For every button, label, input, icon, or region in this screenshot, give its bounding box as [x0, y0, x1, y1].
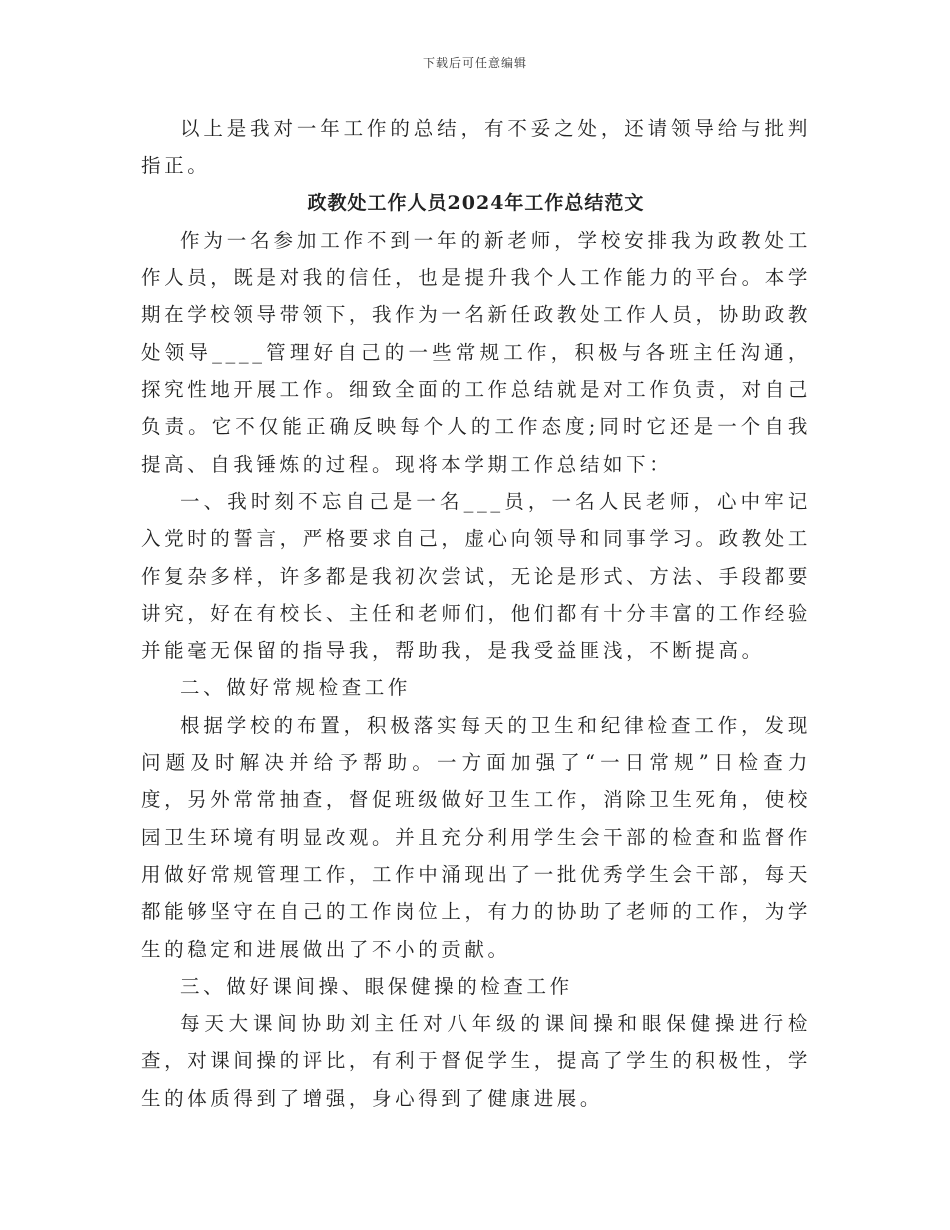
section-3-heading: 三、做好课间操、眼保健操的检查工作 — [180, 974, 573, 998]
page-header: 下载后可任意编辑 — [422, 56, 527, 70]
document-title: 政教处工作人员2024年工作总结范文 — [307, 191, 645, 214]
section-2-paragraph: 根据学校的布置，积极落实每天的卫生和纪律检查工作，发现问题及时解决并给予帮助。一方面加强了“一日常规”日检查力度，另外常常抽查，督促班级做好卫生工作，消除卫生死角，使校园卫生环境有明显改观。并且充分利用学生会干部的检查和监督作用做好常规管理工作，工作中涌现出了一批优秀学生会干部，每天都能够坚守在自己的工作岗位上，有力的协助了老师的工作，为学生的稳定和进展做出了不小的贡献。 — [141, 713, 811, 961]
section-2-heading: 二、做好常规检查工作 — [180, 676, 412, 700]
opening-paragraph: 作为一名参加工作不到一年的新老师，学校安排我为政教处工作人员，既是对我的信任，也是提升我个人工作能力的平台。本学期在学校领导带领下，我作为一名新任政教处工作人员，协助政教处领导____管理好自己的一些常规工作，积极与各班主任沟通，探究性地开展工作。细致全面的工作总结就是对工作负责，对自己负责。它不仅能正确反映每个人的工作态度;同时它还是一个自我提高、自我锤炼的过程。现将本学期工作总结如下： — [141, 228, 811, 476]
section-1-paragraph: 一、我时刻不忘自己是一名___员，一名人民老师，心中牢记入党时的誓言，严格要求自己，虚心向领导和同事学习。政教处工作复杂多样，许多都是我初次尝试，无论是形式、方法、手段都要讲究，好在有校长、主任和老师们，他们都有十分丰富的工作经验并能毫无保留的指导我，帮助我，是我受益匪浅，不断提高。 — [141, 489, 811, 663]
section-3-paragraph: 每天大课间协助刘主任对八年级的课间操和眼保健操进行检查，对课间操的评比，有利于督促学生，提高了学生的积极性，学生的体质得到了增强，身心得到了健康进展。 — [141, 1012, 811, 1110]
document-body — [141, 110, 811, 1117]
intro-closing-paragraph: 以上是我对一年工作的总结，有不妥之处，还请领导给与批判指正。 — [141, 117, 811, 178]
